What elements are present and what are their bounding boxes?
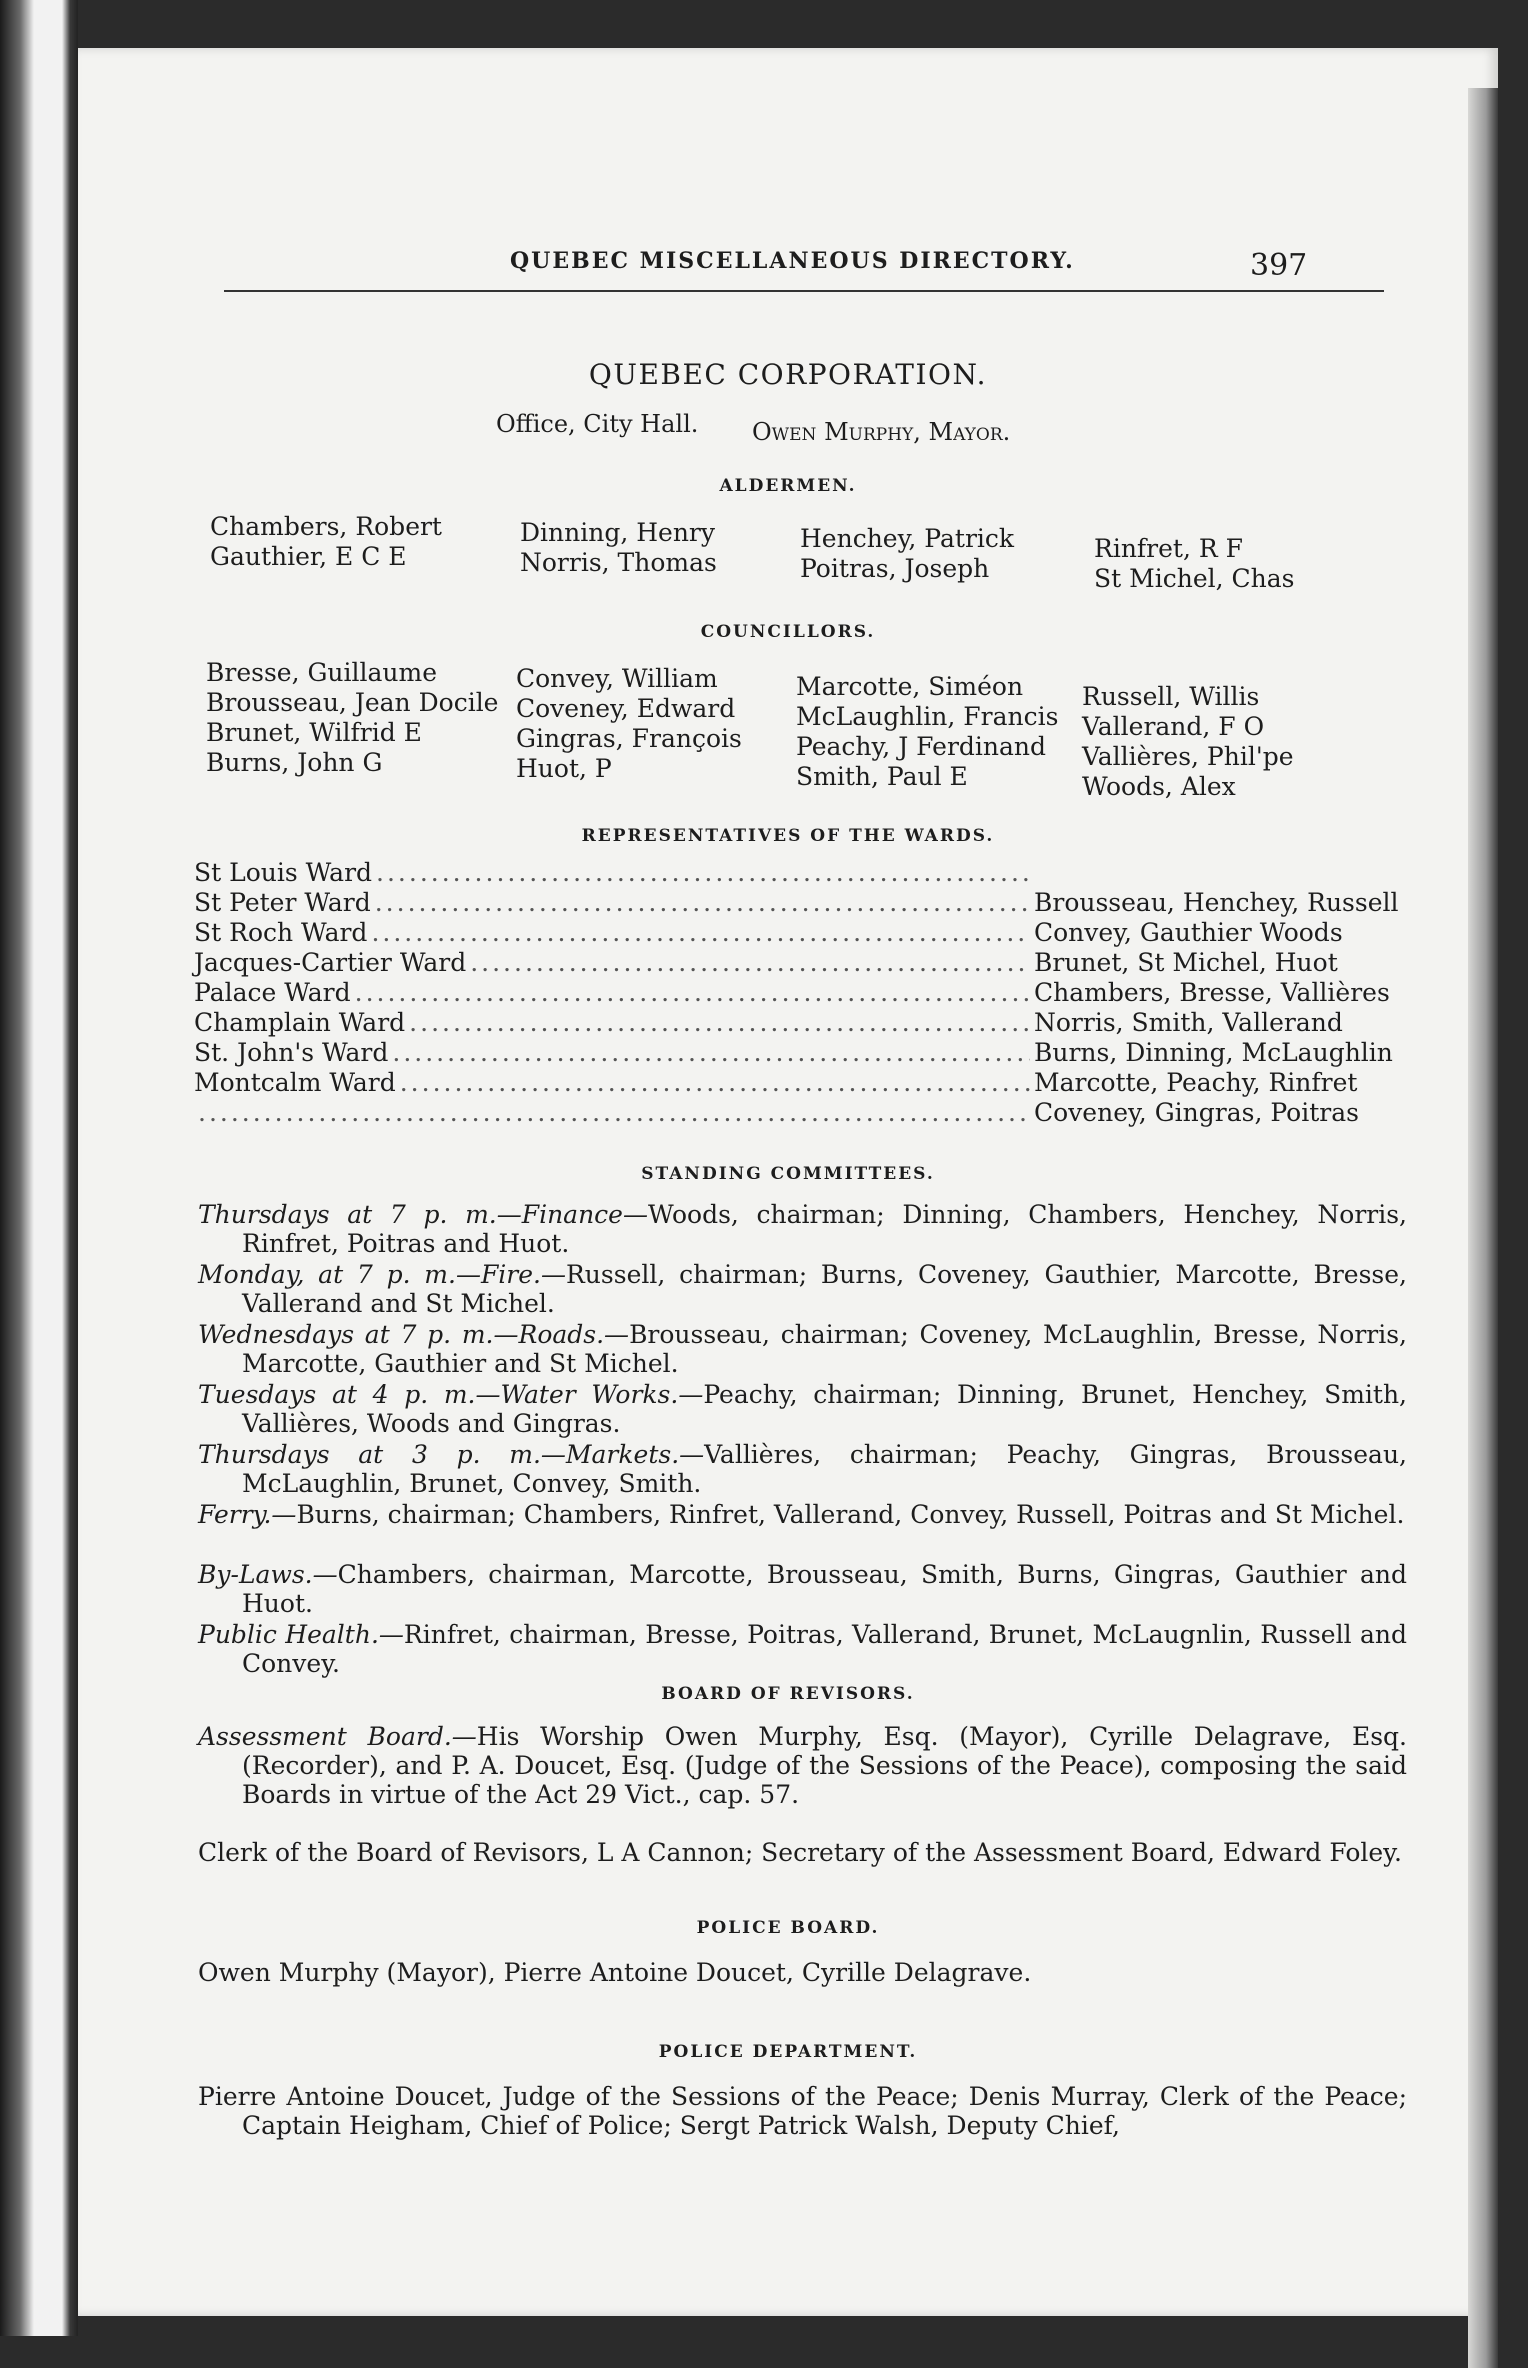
committee-schedule: Monday, at 7 p. m.—Fire.— [198, 1260, 566, 1289]
section-title: QUEBEC CORPORATION. [588, 358, 988, 391]
mayor-line: Owen Murphy, Mayor. [752, 418, 1011, 446]
councillor-name: Vallières, Phil'pe [1082, 742, 1294, 771]
ward-name: St. John's Ward [194, 1038, 389, 1067]
page-edge-shadow [1468, 88, 1498, 2368]
committee-entry [198, 1560, 1407, 1618]
leader-dots [355, 978, 1030, 1007]
ward-name: Jacques-Cartier Ward [194, 948, 467, 977]
committee-schedule: Thursdays at 3 p. m.—Markets.— [198, 1440, 705, 1469]
ward-reps: Brousseau, Henchey, Russell [1034, 888, 1399, 917]
ward-row [194, 978, 1394, 1008]
councillor-name: Marcotte, Siméon [796, 672, 1024, 701]
police-department-heading: POLICE DEPARTMENT. [658, 2042, 918, 2062]
committee-members: Russell, chairman; Burns, Coveney, Gauthier, Marcotte, Bresse, Vallerand and St Michel. [242, 1260, 1407, 1318]
alderman-name: Poitras, Joseph [800, 554, 990, 583]
scan-left-edge [0, 0, 78, 2336]
alderman-name: St Michel, Chas [1094, 564, 1295, 593]
committee-entry [198, 1500, 1407, 1529]
police-department-text: Pierre Antoine Doucet, Judge of the Sessions of the Peace; Denis Murray, Clerk of the Peace; Captain Heigham, Chief of Police; Sergt Patrick Walsh, Deputy Chief, [198, 2082, 1407, 2140]
ward-name: St Peter Ward [194, 888, 371, 917]
header-rule [224, 290, 1384, 292]
councillor-name: Brunet, Wilfrid E [206, 718, 422, 747]
revisors-clerk-entry: Clerk of the Board of Revisors, L A Cannon; Secretary of the Assessment Board, Edward Foley. [198, 1838, 1402, 1867]
alderman-name: Henchey, Patrick [800, 524, 1015, 553]
directory-page [78, 48, 1498, 2316]
councillor-name: Bresse, Guillaume [206, 658, 438, 687]
leader-dots [371, 918, 1030, 947]
committee-members: Chambers, chairman, Marcotte, Brousseau, Smith, Burns, Gingras, Gauthier and Huot. [242, 1560, 1407, 1618]
councillor-name: Woods, Alex [1082, 772, 1236, 801]
ward-row [194, 888, 1399, 918]
ward-name: St Louis Ward [194, 858, 373, 887]
councillors-col-1 [206, 658, 498, 778]
ward-reps: Burns, Dinning, McLaughlin [1034, 1038, 1393, 1067]
leader-dots [392, 1038, 1030, 1067]
councillor-name: Convey, William [516, 664, 718, 693]
councillors-heading: COUNCILLORS. [700, 622, 876, 642]
ward-reps: Brunet, St Michel, Huot [1034, 948, 1338, 977]
leader-dots [470, 948, 1030, 977]
ward-row [194, 948, 1394, 978]
ward-reps: Norris, Smith, Vallerand [1034, 1008, 1343, 1037]
aldermen-col-2 [520, 518, 717, 578]
committee-schedule: Tuesdays at 4 p. m.—Water Works.— [198, 1380, 704, 1409]
committees-heading: STANDING COMMITTEES. [641, 1164, 935, 1184]
office-line: Office, City Hall. [496, 410, 699, 438]
committee-entry [198, 1200, 1407, 1258]
assessment-board-text: His Worship Owen Murphy, Esq. (Mayor), Cyrille Delagrave, Esq. (Recorder), and P. A. Doucet, Esq. (Judge of the Sessions of the Peace), composing the said Boards in virtue of the Act 29 Vict., cap. 57. [242, 1722, 1408, 1809]
assessment-board-label: Assessment Board.— [198, 1722, 477, 1751]
councillor-name: Russell, Willis [1082, 682, 1260, 711]
ward-reps: Coveney, Gingras, Poitras [1034, 1098, 1359, 1127]
councillor-name: Coveney, Edward [516, 694, 736, 723]
councillors-col-3 [796, 672, 1058, 792]
alderman-name: Norris, Thomas [520, 548, 717, 577]
councillor-name: Gingras, François [516, 724, 742, 753]
ward-name: Palace Ward [194, 978, 351, 1007]
committee-entry [198, 1440, 1407, 1498]
revisors-heading: BOARD OF REVISORS. [661, 1684, 915, 1704]
aldermen-col-1 [210, 512, 442, 572]
councillor-name: Burns, John G [206, 748, 383, 777]
committee-entry [198, 1620, 1407, 1678]
ward-reps: Marcotte, Peachy, Rinfret [1034, 1068, 1358, 1097]
running-head: QUEBEC MISCELLANEOUS DIRECTORY. [510, 248, 1075, 274]
committee-schedule: Ferry.— [198, 1500, 297, 1529]
councillors-col-2 [516, 664, 742, 784]
leader-dots [400, 1068, 1030, 1097]
ward-row [194, 1038, 1394, 1068]
committee-members: Burns, chairman; Chambers, Rinfret, Vallerand, Convey, Russell, Poitras and St Michel. [296, 1500, 1405, 1529]
councillors-col-4 [1082, 682, 1294, 802]
ward-row [194, 858, 1394, 888]
committee-members: Peachy, chairman; Dinning, Brunet, Henchey, Smith, Vallières, Woods and Gingras. [242, 1380, 1407, 1438]
ward-name: Champlain Ward [194, 1008, 406, 1037]
ward-row [194, 1098, 1394, 1128]
aldermen-heading: ALDERMEN. [719, 476, 857, 496]
committee-schedule: Wednesdays at 7 p. m.—Roads.— [198, 1320, 630, 1349]
assessment-board-entry [198, 1722, 1407, 1809]
committee-members: Rinfret, chairman, Bresse, Poitras, Vallerand, Brunet, McLaugnlin, Russell and Convey. [242, 1620, 1407, 1678]
alderman-name: Chambers, Robert [210, 512, 442, 541]
councillor-name: McLaughlin, Francis [796, 702, 1059, 731]
police-board-heading: POLICE BOARD. [696, 1918, 880, 1938]
committee-entry [198, 1260, 1407, 1318]
aldermen-col-3 [800, 524, 1014, 584]
ward-reps: Convey, Gauthier Woods [1034, 918, 1343, 947]
councillor-name: Peachy, J Ferdinand [796, 732, 1046, 761]
committee-schedule: Public Health.— [198, 1620, 404, 1649]
aldermen-col-4 [1094, 534, 1294, 594]
alderman-name: Rinfret, R F [1094, 534, 1243, 563]
leader-dots [376, 858, 1030, 887]
committee-schedule: Thursdays at 7 p. m.—Finance— [198, 1200, 648, 1229]
committee-entry [198, 1380, 1407, 1438]
councillor-name: Vallerand, F O [1082, 712, 1265, 741]
committee-members: Vallières, chairman; Peachy, Gingras, Brousseau, McLaughlin, Brunet, Convey, Smith. [242, 1440, 1407, 1498]
police-board-text: Owen Murphy (Mayor), Pierre Antoine Doucet, Cyrille Delagrave. [198, 1958, 1032, 1987]
councillor-name: Huot, P [516, 754, 612, 783]
ward-row [194, 1008, 1394, 1038]
councillor-name: Brousseau, Jean Docile [206, 688, 499, 717]
wards-heading: REPRESENTATIVES OF THE WARDS. [581, 826, 995, 846]
ward-name: St Roch Ward [194, 918, 368, 947]
leader-dots [198, 1098, 1030, 1127]
ward-name: Montcalm Ward [194, 1068, 396, 1097]
committee-members: Woods, chairman; Dinning, Chambers, Henchey, Norris, Rinfret, Poitras and Huot. [242, 1200, 1407, 1258]
leader-dots [409, 1008, 1030, 1037]
committee-members: Brousseau, chairman; Coveney, McLaughlin, Bresse, Norris, Marcotte, Gauthier and St Michel. [242, 1320, 1407, 1378]
alderman-name: Gauthier, E C E [210, 542, 407, 571]
councillor-name: Smith, Paul E [796, 762, 968, 791]
ward-reps: Chambers, Bresse, Vallières [1034, 978, 1390, 1007]
committee-schedule: By-Laws.— [198, 1560, 338, 1589]
page-number: 397 [1250, 248, 1308, 283]
ward-row [194, 1068, 1394, 1098]
alderman-name: Dinning, Henry [520, 518, 716, 547]
ward-row [194, 918, 1394, 948]
leader-dots [375, 888, 1030, 917]
committee-entry [198, 1320, 1407, 1378]
